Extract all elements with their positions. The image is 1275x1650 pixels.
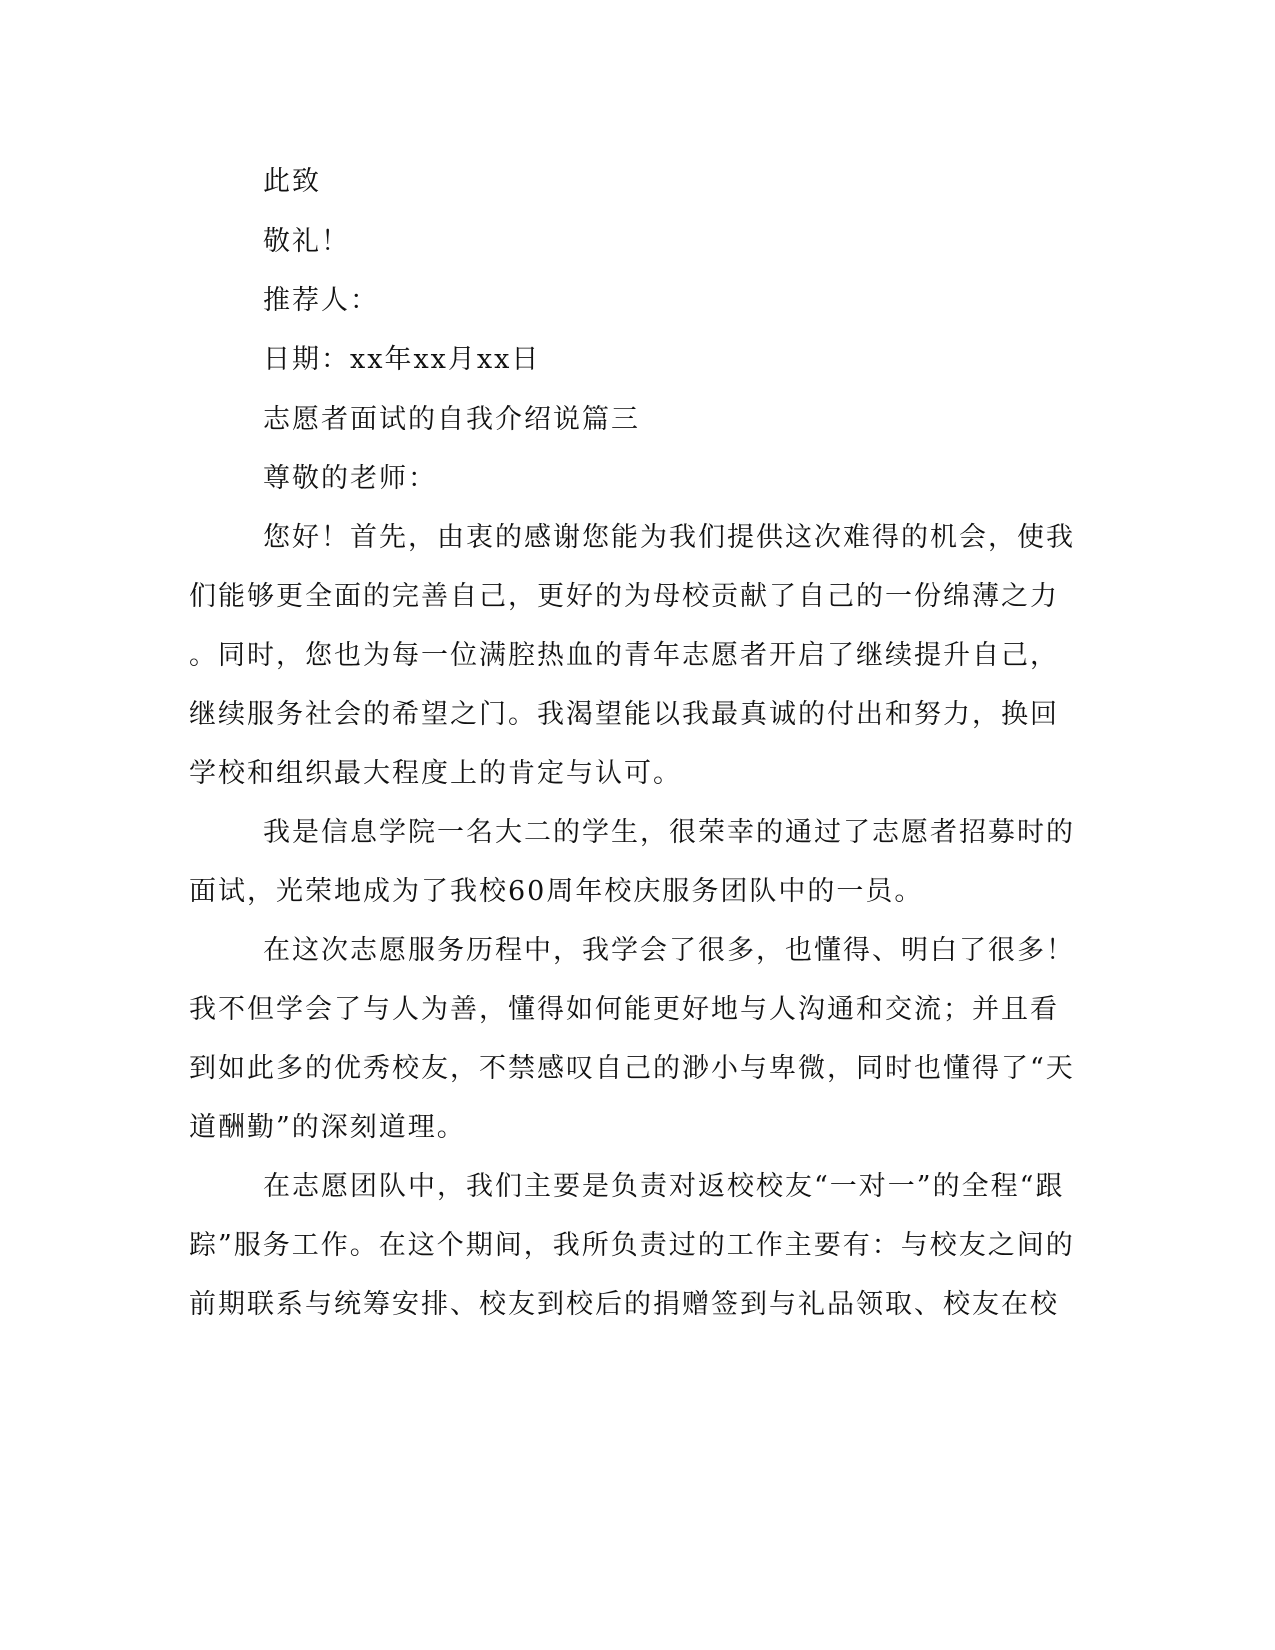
paragraph-line: 继续服务社会的希望之门。我渴望能以我最真诚的付出和努力，换回 [189, 699, 1059, 730]
paragraph-line: 您好！首先，由衷的感谢您能为我们提供这次难得的机会，使我 [263, 522, 1075, 553]
paragraph-line: 在这次志愿服务历程中，我学会了很多，也懂得、明白了很多！ [263, 935, 1075, 966]
date-line: 日期：xx年xx月xx日 [263, 344, 541, 375]
closing-ci-zhi: 此致 [263, 166, 321, 197]
paragraph-line: 们能够更全面的完善自己，更好的为母校贡献了自己的一份绵薄之力 [189, 581, 1059, 612]
closing-jing-li: 敬礼！ [263, 226, 350, 257]
paragraph-line: 我不但学会了与人为善，懂得如何能更好地与人沟通和交流；并且看 [189, 994, 1059, 1025]
paragraph-line: 踪”服务工作。在这个期间，我所负责过的工作主要有：与校友之间的 [189, 1230, 1075, 1261]
salutation: 尊敬的老师： [263, 463, 437, 494]
recommender-line: 推荐人： [263, 285, 379, 316]
paragraph-line: 面试，光荣地成为了我校60周年校庆服务团队中的一员。 [189, 876, 924, 907]
paragraph-line: 前期联系与统筹安排、校友到校后的捐赠签到与礼品领取、校友在校 [189, 1289, 1059, 1320]
paragraph-line: 道酬勤”的深刻道理。 [189, 1112, 466, 1143]
paragraph-line: 我是信息学院一名大二的学生，很荣幸的通过了志愿者招募时的 [263, 817, 1075, 848]
article-title: 志愿者面试的自我介绍说篇三 [263, 404, 640, 435]
paragraph-line: 学校和组织最大程度上的肯定与认可。 [189, 758, 682, 789]
paragraph-line: 到如此多的优秀校友，不禁感叹自己的渺小与卑微，同时也懂得了“天 [189, 1053, 1075, 1084]
paragraph-line: 在志愿团队中，我们主要是负责对返校校友“一对一”的全程“跟 [263, 1171, 1065, 1202]
paragraph-line: 。同时，您也为每一位满腔热血的青年志愿者开启了继续提升自己， [189, 640, 1059, 671]
